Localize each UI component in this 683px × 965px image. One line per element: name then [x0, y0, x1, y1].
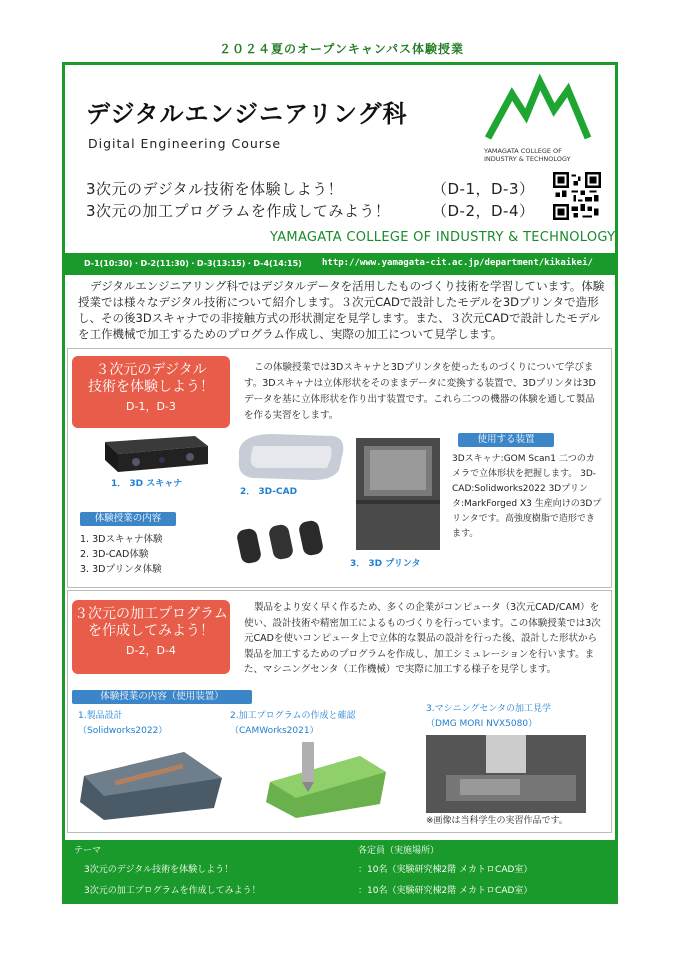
3d-scanner-image	[100, 430, 210, 475]
capacity-2: ：10名（実験研究棟2階 メカトロCAD室）	[358, 886, 533, 896]
capacity-1: ：10名（実験研究棟2階 メカトロCAD室）	[358, 865, 533, 875]
event-banner: ２０２４夏のオープンキャンパス体験授業	[218, 42, 465, 56]
mountain-logo-icon	[470, 60, 600, 150]
caption-3d-cad: 2． 3D-CAD	[240, 487, 298, 497]
image-note: ※画像は当科学生の実習作品です。	[426, 816, 568, 826]
headline-2-code: （D-2，D-4）	[432, 202, 535, 220]
step-product-design: 1.製品設計 （Solidworks2022）	[78, 711, 168, 736]
schedule-times: D-1(10:30)・D-2(11:30)・D-3(13:15)・D-4(14:15)	[84, 259, 302, 268]
headline-2: 3次元の加工プログラムを作成してみよう！	[86, 202, 391, 220]
caption-3d-printer: 3． 3D プリンタ	[350, 559, 421, 569]
cam-program-image	[260, 742, 390, 822]
product-design-image	[74, 742, 224, 822]
content-list	[80, 532, 162, 577]
theme-label: テーマ	[74, 846, 102, 856]
intro-paragraph: デジタルエンジニアリング科ではデジタルデータを活用したものづくり技術を学習しています。体験授業では様々なデジタル技術について紹介します。３次元CADで設計したモデルを3Dプリンタで造形し、その後3Dスキャナでの非接触方式の形状測定を見学します。また、３次元CADで設計したモデルを工作機械で加工するためのプログラム作成し、実際の加工について見学します。	[78, 279, 605, 341]
printed-parts-image	[233, 515, 333, 570]
3d-printer-image	[354, 436, 444, 554]
page-title: デジタルエンジニアリング科	[86, 100, 408, 128]
machining-center-image	[426, 735, 586, 813]
section-2-heading: ３次元の加工プログラム を作成してみよう！ D-2，D-4	[72, 600, 230, 674]
section-1-heading: ３次元のデジタル 技術を体験しよう！ D-1，D-3	[72, 356, 230, 428]
theme-2: 3次元の加工プログラムを作成してみよう！	[84, 886, 261, 896]
content-tag: 体験授業の内容	[80, 512, 176, 526]
headline-1: 3次元のデジタル技術を体験しよう！	[86, 180, 344, 198]
section-2-description: 製品をより安く早く作るため、多くの企業がコンピュータ（3次元CAD/CAM）を使い、設計技術や精密加工によるものづくりを行っています。この体験授業では3次元CADを使いコンピュータ上で立体的な製品の設計を行った後、設計した形状から製品を加工するためのプログラムを作成し、加工シミュレーションを行います。また、マシニングセンタ（工作機械）で実際に加工する様子を見学します。	[244, 602, 601, 675]
list-item: 1. 3Dスキャナ体験	[80, 534, 163, 545]
device-tag: 使用する装置	[458, 433, 554, 447]
section-1-description: この体験授業では3Dスキャナと3Dプリンタを使ったものづくりについて学びます。3Dスキャナは立体形状をそのままデータに変換する装置で、3Dプリンタは3Dデータを基に立体形状を作り出す装置です。これら二つの機器の体験を通して製品を作る実習をします。	[244, 362, 596, 421]
list-item: 3. 3Dプリンタ体験	[80, 564, 162, 575]
headline-1-code: （D-1，D-3）	[432, 180, 535, 198]
list-item: 2. 3D-CAD体験	[80, 549, 149, 560]
step-program-creation: 2.加工プログラムの作成と確認 （CAMWorks2021）	[230, 711, 356, 736]
theme-1: 3次元のデジタル技術を体験しよう！	[84, 865, 234, 875]
college-logo-text: YAMAGATA COLLEGE OF INDUSTRY & TECHNOLOGY	[484, 147, 571, 163]
page-subtitle: Digital Engineering Course	[88, 136, 282, 151]
device-description: 3Dスキャナ:GOM Scan1 二つのカメラで立体形状を把握します。 3D-CAD:Solidworks2022 3Dプリンタ:MarkForged X3 生産向けの3Dプリンタです。高強度樹脂で造形できます。	[452, 454, 602, 539]
content-equipment-tag: 体験授業の内容（使用装置）	[72, 690, 252, 704]
college-name: YAMAGATA COLLEGE OF INDUSTRY & TECHNOLOGY	[270, 230, 616, 245]
3d-cad-image	[233, 430, 348, 485]
capacity-label: 各定員（実施場所）	[358, 846, 440, 856]
step-machining-tour: 3.マシニングセンタの加工見学 （DMG MORI NVX5080）	[426, 704, 552, 729]
caption-3d-scanner: 1． 3D スキャナ	[111, 479, 183, 489]
department-url-link[interactable]: http://www.yamagata-cit.ac.jp/department/kikaikei/	[322, 258, 593, 268]
qr-code-icon[interactable]	[553, 172, 601, 220]
